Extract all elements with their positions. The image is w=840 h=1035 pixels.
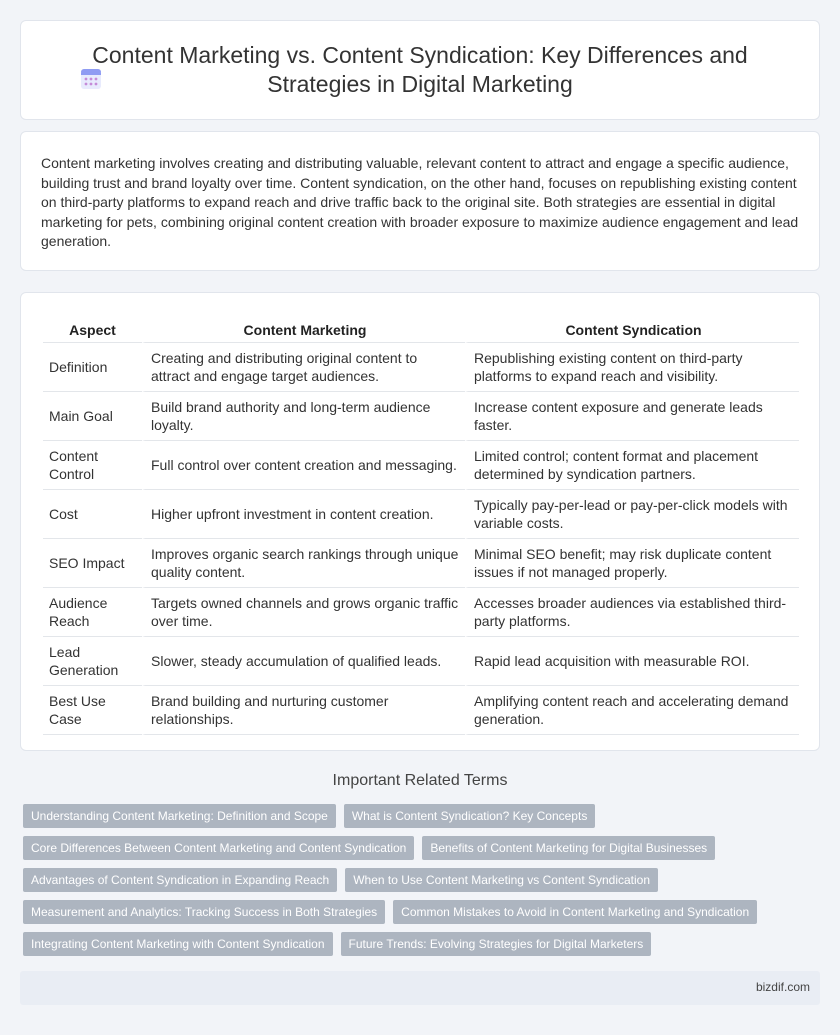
comparison-table bbox=[43, 313, 799, 735]
related-term-link[interactable]: Integrating Content Marketing with Content Syndication bbox=[23, 932, 333, 956]
table-row bbox=[43, 539, 799, 588]
row-content-marketing: Improves organic search rankings through unique quality content. bbox=[142, 539, 465, 588]
row-content-syndication: Typically pay-per-lead or pay-per-click models with variable costs. bbox=[465, 490, 799, 539]
table-row bbox=[43, 441, 799, 490]
comparison-card bbox=[20, 292, 820, 751]
related-term-link[interactable]: Measurement and Analytics: Tracking Success in Both Strategies bbox=[23, 900, 385, 924]
intro-card bbox=[20, 131, 820, 271]
intro-paragraph: Content marketing involves creating and distributing valuable, relevant content to attract and engage a specific audience, building trust and brand loyalty over time. Content syndication, on the other hand, focuses on republishing existing content on third-party platforms to expand reach and drive traffic back to the original site. Both strategies are essential in digital marketing for pets, combining original content creation with broader exposure to maximize audience engagement and lead generation. bbox=[41, 155, 799, 250]
tag-row bbox=[23, 804, 823, 828]
row-content-syndication: Increase content exposure and generate leads faster. bbox=[465, 392, 799, 441]
table-row bbox=[43, 588, 799, 637]
related-term-link[interactable]: When to Use Content Marketing vs Content Syndication bbox=[345, 868, 658, 892]
related-term-link[interactable]: Advantages of Content Syndication in Expanding Reach bbox=[23, 868, 337, 892]
row-content-marketing: Full control over content creation and messaging. bbox=[142, 441, 465, 490]
row-content-marketing: Build brand authority and long-term audience loyalty. bbox=[142, 392, 465, 441]
tag-row bbox=[23, 868, 823, 892]
related-term-link[interactable]: Benefits of Content Marketing for Digital Businesses bbox=[422, 836, 715, 860]
footer bbox=[20, 971, 820, 1005]
header-content-marketing: Content Marketing bbox=[142, 313, 465, 343]
row-content-syndication: Accesses broader audiences via established third-party platforms. bbox=[465, 588, 799, 637]
related-term-link[interactable]: Future Trends: Evolving Strategies for Digital Marketers bbox=[341, 932, 652, 956]
footer-site-link[interactable]: bizdif.com bbox=[755, 980, 810, 994]
related-terms-title: Important Related Terms bbox=[332, 772, 508, 789]
row-content-marketing: Creating and distributing original content to attract and engage target audiences. bbox=[142, 343, 465, 392]
row-aspect: SEO Impact bbox=[43, 539, 142, 588]
related-term-link[interactable]: Common Mistakes to Avoid in Content Marketing and Syndication bbox=[393, 900, 757, 924]
table-header-row bbox=[43, 313, 799, 343]
related-term-link[interactable]: What is Content Syndication? Key Concepts bbox=[344, 804, 595, 828]
row-aspect: Definition bbox=[43, 343, 142, 392]
header-card bbox=[20, 20, 820, 120]
row-content-syndication: Republishing existing content on third-party platforms to expand reach and visibility. bbox=[465, 343, 799, 392]
tag-row bbox=[23, 932, 823, 956]
row-aspect: Main Goal bbox=[43, 392, 142, 441]
row-content-marketing: Targets owned channels and grows organic traffic over time. bbox=[142, 588, 465, 637]
related-term-link[interactable]: Understanding Content Marketing: Definition and Scope bbox=[23, 804, 336, 828]
related-terms-list bbox=[23, 804, 823, 964]
table-row bbox=[43, 490, 799, 539]
table-row bbox=[43, 637, 799, 686]
row-content-syndication: Amplifying content reach and accelerating demand generation. bbox=[465, 686, 799, 735]
row-content-syndication: Limited control; content format and placement determined by syndication partners. bbox=[465, 441, 799, 490]
related-term-link[interactable]: Core Differences Between Content Marketing and Content Syndication bbox=[23, 836, 414, 860]
table-row bbox=[43, 343, 799, 392]
row-aspect: Content Control bbox=[43, 441, 142, 490]
row-aspect: Lead Generation bbox=[43, 637, 142, 686]
row-content-marketing: Brand building and nurturing customer relationships. bbox=[142, 686, 465, 735]
row-content-syndication: Minimal SEO benefit; may risk duplicate content issues if not managed properly. bbox=[465, 539, 799, 588]
row-content-marketing: Slower, steady accumulation of qualified leads. bbox=[142, 637, 465, 686]
tag-row bbox=[23, 836, 823, 860]
header-aspect: Aspect bbox=[43, 313, 142, 343]
page-title: Content Marketing vs. Content Syndication: Key Differences and Strategies in Digital Marketing bbox=[92, 42, 748, 97]
header-content-syndication: Content Syndication bbox=[465, 313, 799, 343]
tag-row bbox=[23, 900, 823, 924]
row-aspect: Cost bbox=[43, 490, 142, 539]
row-aspect: Best Use Case bbox=[43, 686, 142, 735]
row-content-syndication: Rapid lead acquisition with measurable ROI. bbox=[465, 637, 799, 686]
table-row bbox=[43, 392, 799, 441]
row-aspect: Audience Reach bbox=[43, 588, 142, 637]
row-content-marketing: Higher upfront investment in content creation. bbox=[142, 490, 465, 539]
table-row bbox=[43, 686, 799, 735]
